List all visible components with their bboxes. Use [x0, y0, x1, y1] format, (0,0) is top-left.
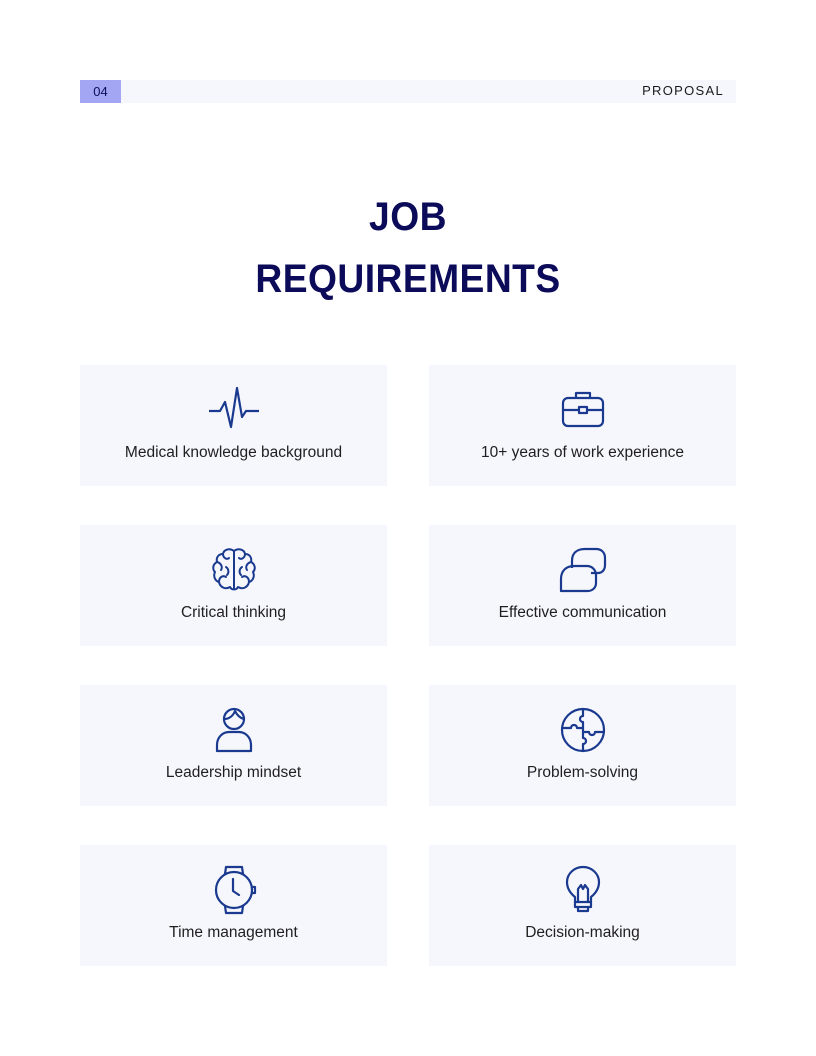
requirement-card-medical-knowledge	[80, 365, 387, 486]
requirement-card-critical-thinking	[80, 525, 387, 646]
requirement-label: Effective communication	[498, 604, 667, 621]
requirement-label: Time management	[169, 924, 298, 941]
requirement-label: Critical thinking	[180, 604, 287, 621]
requirement-card-decision-making	[429, 845, 736, 966]
requirement-card-leadership-mindset	[80, 685, 387, 806]
stopwatch-icon	[209, 865, 259, 915]
page-number: 04	[80, 80, 121, 103]
requirement-card-time-management	[80, 845, 387, 966]
requirement-card-effective-communication	[429, 525, 736, 646]
requirement-card-work-experience	[429, 365, 736, 486]
speech-bubbles-icon	[558, 545, 608, 595]
requirement-label: 10+ years of work experience	[481, 444, 684, 461]
requirement-label: Leadership mindset	[165, 764, 302, 781]
requirement-label: Problem-solving	[526, 764, 639, 781]
header-bar	[80, 80, 736, 103]
page-title	[29, 186, 788, 310]
title-line-2: REQUIREMENTS	[255, 257, 561, 301]
puzzle-icon	[558, 705, 608, 755]
briefcase-icon	[558, 385, 608, 435]
requirement-card-problem-solving	[429, 685, 736, 806]
document-label: PROPOSAL	[642, 83, 724, 98]
heartbeat-icon	[209, 385, 259, 435]
title-line-1: JOB	[369, 195, 447, 239]
lightbulb-icon	[558, 865, 608, 915]
person-icon	[209, 705, 259, 755]
brain-icon	[209, 545, 259, 595]
requirement-label: Decision-making	[525, 924, 640, 941]
requirement-label: Medical knowledge background	[124, 444, 343, 461]
